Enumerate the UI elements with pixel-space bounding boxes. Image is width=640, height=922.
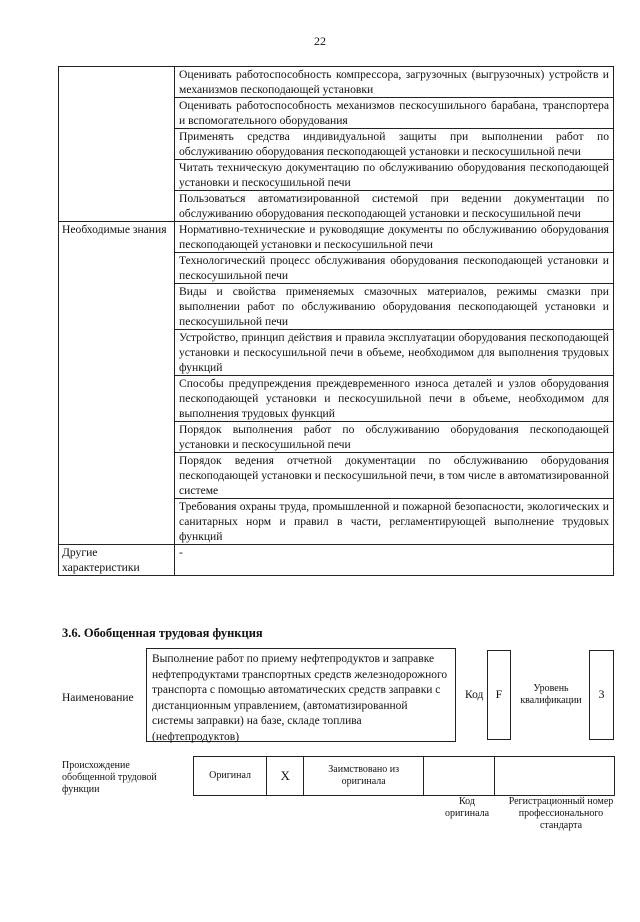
section-title: 3.6. Обобщенная трудовая функция	[62, 626, 263, 640]
skill-cell: Пользоваться автоматизированной системой при ведении документации по обслуживанию оборудования пескоподающей установки и пескосушильной печи	[175, 191, 614, 222]
knowledge-cell: Порядок выполнения работ по обслуживанию оборудования пескоподающей установки и пескосушильной печи	[175, 422, 614, 453]
table-row	[59, 545, 614, 576]
level-label: Уровень квалификации	[520, 683, 582, 706]
code-label: Код	[465, 689, 484, 701]
original-mark: X	[267, 757, 304, 796]
knowledge-cell: Способы предупреждения преждевременного износа деталей и узлов оборудования пескоподающей установки и пескосушильной печи в объеме, необходимом для выполнения трудовых функций	[175, 376, 614, 422]
knowledge-cell: Нормативно-технические и руководящие документы по обслуживанию оборудования пескоподающей установки и пескосушильной печи	[175, 222, 614, 253]
skill-cell: Применять средства индивидуальной защиты при выполнении работ по обслуживанию оборудования пескоподающей установки и пескосушильной печи	[175, 129, 614, 160]
name-value-box: Выполнение работ по приему нефтепродуктов и заправке нефтепродуктами транспортных средств железнодорожного транспорта с помощью автоматических средств заправки с дистанционным управлением, (автоматизированной системы заправки) на базе, складе топлива (нефтепродуктов)	[146, 648, 456, 742]
other-label: Другие характеристики	[59, 545, 175, 576]
skills-label-cell	[59, 67, 175, 222]
level-value: 3	[589, 650, 614, 740]
table-row	[59, 67, 614, 98]
knowledge-label: Необходимые знания	[59, 222, 175, 545]
skill-cell: Оценивать работоспособность компрессора, загрузочных (выгрузочных) устройств и механизмов пескоподающей установки	[175, 67, 614, 98]
code-original-label: Код оригинала	[444, 796, 490, 819]
skill-cell: Читать техническую документацию по обслуживанию оборудования пескоподающей установки и пескосушильной печи	[175, 160, 614, 191]
reg-number-cell	[495, 757, 615, 796]
borrowed-label: Заимствовано из оригинала	[304, 757, 424, 796]
table-row	[194, 757, 615, 796]
table-row	[59, 222, 614, 253]
knowledge-cell: Требования охраны труда, промышленной и пожарной безопасности, экологических и санитарных норм и правил в части, регламентирующей выполнение трудовых функций	[175, 499, 614, 545]
reg-number-label: Регистрационный номер профессионального стандарта	[508, 796, 614, 831]
page-number: 22	[314, 34, 326, 48]
code-original-cell	[424, 757, 495, 796]
requirements-table	[58, 66, 614, 576]
code-value: F	[487, 650, 511, 740]
name-label: Наименование	[62, 692, 134, 704]
knowledge-cell: Порядок ведения отчетной документации по обслуживанию оборудования пескоподающей установки и пескосушильной печи, в том числе в автоматизированной системе	[175, 453, 614, 499]
origin-label: Происхождение обобщенной трудовой функции	[62, 760, 157, 795]
origin-table	[193, 756, 615, 796]
original-label: Оригинал	[194, 757, 267, 796]
skill-cell: Оценивать работоспособность механизмов пескосушильного барабана, транспортера и вспомогательного оборудования	[175, 98, 614, 129]
knowledge-cell: Устройство, принцип действия и правила эксплуатации оборудования пескоподающей установки и пескосушильной печи в объеме, необходимом для выполнения трудовых функций	[175, 330, 614, 376]
knowledge-cell: Технологический процесс обслуживания оборудования пескоподающей установки и пескосушильной печи	[175, 253, 614, 284]
other-value: -	[175, 545, 614, 576]
knowledge-cell: Виды и свойства применяемых смазочных материалов, режимы смазки при выполнении работ по обслуживанию оборудования пескоподающей установки и пескосушильной печи	[175, 284, 614, 330]
